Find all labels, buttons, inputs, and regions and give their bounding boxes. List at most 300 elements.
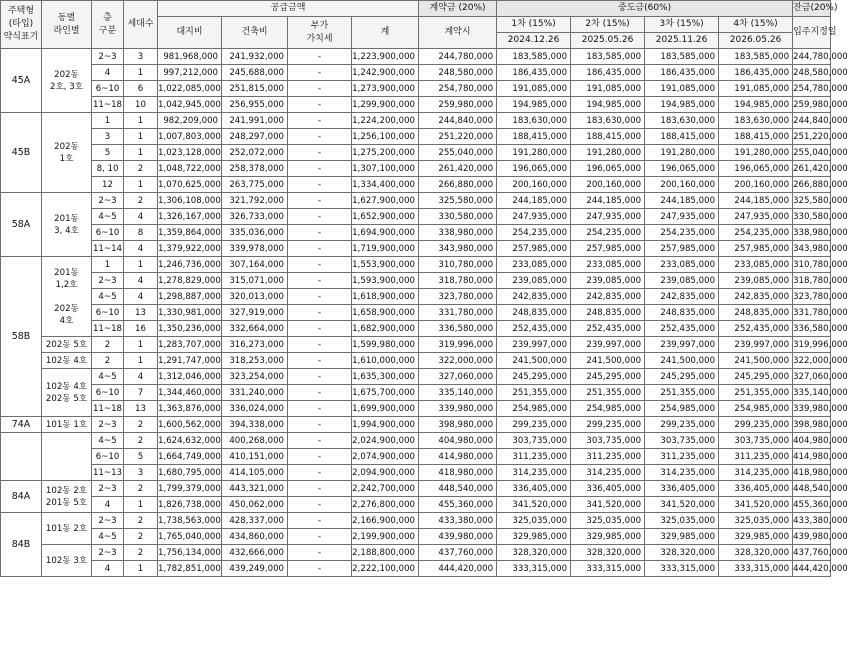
middle-4-cell: 183,630,000 — [719, 113, 793, 129]
middle-3-cell: 251,355,000 — [645, 385, 719, 401]
header-building: 건축비 — [222, 17, 288, 49]
type-cell: 74A — [1, 417, 42, 433]
middle-2-cell: 328,320,000 — [571, 545, 645, 561]
line-cell — [42, 257, 92, 337]
middle-1-cell: 328,320,000 — [497, 545, 571, 561]
units-cell: 7 — [124, 385, 158, 401]
building-price-cell: 339,978,000 — [222, 241, 288, 257]
balance-cell: 255,040,000 — [793, 145, 831, 161]
deposit-cell: 318,780,000 — [419, 273, 497, 289]
units-cell: 13 — [124, 401, 158, 417]
units-cell: 4 — [124, 369, 158, 385]
middle-2-cell: 233,085,000 — [571, 257, 645, 273]
floor-cell: 2~3 — [92, 513, 124, 529]
floor-cell: 11~18 — [92, 401, 124, 417]
middle-2-cell: 325,035,000 — [571, 513, 645, 529]
building-price-cell: 316,273,000 — [222, 337, 288, 353]
middle-2-cell: 245,295,000 — [571, 369, 645, 385]
header-middle-1: 1차 (15%) — [497, 17, 571, 33]
middle-1-cell: 299,235,000 — [497, 417, 571, 433]
balance-cell: 259,980,000 — [793, 97, 831, 113]
line-label: 2호, 3호 — [49, 81, 83, 92]
floor-cell: 4~5 — [92, 209, 124, 225]
line-label: 102동 2호 — [45, 485, 88, 496]
table-row — [1, 449, 831, 465]
land-price-cell: 1,042,945,000 — [158, 97, 222, 113]
building-price-cell: 258,378,000 — [222, 161, 288, 177]
deposit-cell: 331,780,000 — [419, 305, 497, 321]
land-price-cell: 1,070,625,000 — [158, 177, 222, 193]
units-cell: 1 — [124, 65, 158, 81]
middle-3-cell: 329,985,000 — [645, 529, 719, 545]
land-price-cell: 1,799,379,000 — [158, 481, 222, 497]
line-cell — [42, 193, 92, 257]
vat-cell: - — [288, 225, 352, 241]
building-price-cell: 450,062,000 — [222, 497, 288, 513]
floor-cell: 12 — [92, 177, 124, 193]
middle-4-cell: 329,985,000 — [719, 529, 793, 545]
deposit-cell: 266,880,000 — [419, 177, 497, 193]
line-label: 201동 5호 — [45, 497, 88, 508]
middle-2-cell: 254,985,000 — [571, 401, 645, 417]
units-cell: 16 — [124, 321, 158, 337]
land-price-cell: 1,624,632,000 — [158, 433, 222, 449]
middle-3-cell: 257,985,000 — [645, 241, 719, 257]
vat-cell: - — [288, 529, 352, 545]
balance-cell: 448,540,000 — [793, 481, 831, 497]
land-price-cell: 1,738,563,000 — [158, 513, 222, 529]
middle-4-cell: 247,935,000 — [719, 209, 793, 225]
middle-3-cell: 194,985,000 — [645, 97, 719, 113]
building-price-cell: 414,105,000 — [222, 465, 288, 481]
middle-1-cell: 325,035,000 — [497, 513, 571, 529]
deposit-cell: 323,780,000 — [419, 289, 497, 305]
balance-cell: 323,780,000 — [793, 289, 831, 305]
line-cell — [42, 369, 92, 417]
middle-2-cell: 191,085,000 — [571, 81, 645, 97]
middle-3-cell: 248,835,000 — [645, 305, 719, 321]
middle-1-cell: 242,835,000 — [497, 289, 571, 305]
middle-4-cell: 186,435,000 — [719, 65, 793, 81]
balance-cell: 338,980,000 — [793, 225, 831, 241]
balance-cell: 248,580,000 — [793, 65, 831, 81]
table-row — [1, 337, 831, 353]
units-cell: 6 — [124, 81, 158, 97]
building-price-cell: 439,249,000 — [222, 561, 288, 577]
middle-4-cell: 314,235,000 — [719, 465, 793, 481]
vat-cell: - — [288, 545, 352, 561]
deposit-cell: 335,140,000 — [419, 385, 497, 401]
balance-cell: 336,580,000 — [793, 321, 831, 337]
middle-4-cell: 191,280,000 — [719, 145, 793, 161]
vat-cell: - — [288, 209, 352, 225]
line-label: 3, 4호 — [54, 225, 79, 236]
building-price-cell: 336,024,000 — [222, 401, 288, 417]
building-price-cell: 400,268,000 — [222, 433, 288, 449]
deposit-cell: 437,760,000 — [419, 545, 497, 561]
balance-cell: 254,780,000 — [793, 81, 831, 97]
land-price-cell: 1,022,085,000 — [158, 81, 222, 97]
deposit-cell: 338,980,000 — [419, 225, 497, 241]
middle-3-cell: 303,735,000 — [645, 433, 719, 449]
header-middle-3-date: 2025.11.26 — [645, 33, 719, 49]
floor-cell: 4~5 — [92, 289, 124, 305]
line-label: 1호 — [59, 153, 74, 164]
units-cell: 5 — [124, 449, 158, 465]
vat-cell: - — [288, 401, 352, 417]
land-price-cell: 1,680,795,000 — [158, 465, 222, 481]
total-price-cell: 1,275,200,000 — [352, 145, 419, 161]
land-price-cell: 1,600,562,000 — [158, 417, 222, 433]
table-header — [1, 1, 838, 49]
units-cell: 4 — [124, 241, 158, 257]
middle-4-cell: 244,185,000 — [719, 193, 793, 209]
land-price-cell: 1,306,108,000 — [158, 193, 222, 209]
balance-cell: 433,380,000 — [793, 513, 831, 529]
middle-4-cell: 328,320,000 — [719, 545, 793, 561]
header-total: 계 — [352, 17, 419, 49]
middle-1-cell: 200,160,000 — [497, 177, 571, 193]
vat-cell: - — [288, 129, 352, 145]
middle-4-cell: 233,085,000 — [719, 257, 793, 273]
line-label: 201동 — [54, 213, 79, 224]
total-price-cell: 1,694,900,000 — [352, 225, 419, 241]
units-cell: 1 — [124, 257, 158, 273]
balance-cell: 310,780,000 — [793, 257, 831, 273]
header-line: 동별 라인별 — [42, 1, 92, 49]
deposit-cell: 444,420,000 — [419, 561, 497, 577]
line-label: 101동 1호 — [45, 419, 88, 430]
units-cell: 1 — [124, 497, 158, 513]
type-cell: 45B — [1, 113, 42, 193]
deposit-cell: 398,980,000 — [419, 417, 497, 433]
middle-2-cell: 239,997,000 — [571, 337, 645, 353]
middle-4-cell: 239,997,000 — [719, 337, 793, 353]
building-price-cell: 432,666,000 — [222, 545, 288, 561]
line-label: 102동 3호 — [45, 555, 88, 566]
table-row — [1, 97, 831, 113]
middle-1-cell: 188,415,000 — [497, 129, 571, 145]
header-deposit-sub: 계약시 — [419, 17, 497, 49]
middle-1-cell: 252,435,000 — [497, 321, 571, 337]
header-middle-1-date: 2024.12.26 — [497, 33, 571, 49]
middle-4-cell: 299,235,000 — [719, 417, 793, 433]
land-price-cell: 1,048,722,000 — [158, 161, 222, 177]
table-row — [1, 401, 831, 417]
table-row — [1, 177, 831, 193]
table-row — [1, 417, 831, 433]
middle-3-cell: 254,985,000 — [645, 401, 719, 417]
total-price-cell: 2,199,900,000 — [352, 529, 419, 545]
building-price-cell: 256,955,000 — [222, 97, 288, 113]
middle-1-cell: 329,985,000 — [497, 529, 571, 545]
header-deposit: 계약금 (20%) — [419, 1, 497, 17]
middle-3-cell: 239,085,000 — [645, 273, 719, 289]
land-price-cell: 981,968,000 — [158, 49, 222, 65]
middle-4-cell: 254,985,000 — [719, 401, 793, 417]
units-cell: 3 — [124, 465, 158, 481]
land-price-cell: 1,291,747,000 — [158, 353, 222, 369]
building-price-cell: 323,254,000 — [222, 369, 288, 385]
vat-cell: - — [288, 497, 352, 513]
middle-1-cell: 241,500,000 — [497, 353, 571, 369]
middle-2-cell: 200,160,000 — [571, 177, 645, 193]
deposit-cell: 448,540,000 — [419, 481, 497, 497]
middle-4-cell: 254,235,000 — [719, 225, 793, 241]
floor-cell: 2~3 — [92, 481, 124, 497]
table-row — [1, 161, 831, 177]
table-row — [1, 209, 831, 225]
deposit-cell: 319,996,000 — [419, 337, 497, 353]
deposit-cell: 404,980,000 — [419, 433, 497, 449]
middle-3-cell: 186,435,000 — [645, 65, 719, 81]
deposit-cell: 322,000,000 — [419, 353, 497, 369]
middle-3-cell: 247,935,000 — [645, 209, 719, 225]
balance-cell: 335,140,000 — [793, 385, 831, 401]
units-cell: 2 — [124, 417, 158, 433]
middle-4-cell: 239,085,000 — [719, 273, 793, 289]
middle-1-cell: 183,630,000 — [497, 113, 571, 129]
table-row — [1, 289, 831, 305]
line-label: 201동 — [54, 267, 79, 278]
middle-2-cell: 183,630,000 — [571, 113, 645, 129]
middle-1-cell: 336,405,000 — [497, 481, 571, 497]
line-cell — [42, 433, 92, 481]
balance-cell: 343,980,000 — [793, 241, 831, 257]
floor-cell: 11~13 — [92, 465, 124, 481]
balance-cell: 414,980,000 — [793, 449, 831, 465]
units-cell: 8 — [124, 225, 158, 241]
floor-cell: 4~5 — [92, 529, 124, 545]
total-price-cell: 1,635,300,000 — [352, 369, 419, 385]
total-price-cell: 1,334,400,000 — [352, 177, 419, 193]
middle-2-cell: 252,435,000 — [571, 321, 645, 337]
balance-cell: 339,980,000 — [793, 401, 831, 417]
total-price-cell: 2,276,800,000 — [352, 497, 419, 513]
building-price-cell: 428,337,000 — [222, 513, 288, 529]
balance-cell: 325,580,000 — [793, 193, 831, 209]
middle-3-cell: 239,997,000 — [645, 337, 719, 353]
header-middle-4-date: 2026.05.26 — [719, 33, 793, 49]
middle-4-cell: 200,160,000 — [719, 177, 793, 193]
middle-3-cell: 245,295,000 — [645, 369, 719, 385]
land-price-cell: 1,023,128,000 — [158, 145, 222, 161]
table-row — [1, 513, 831, 529]
units-cell: 2 — [124, 433, 158, 449]
floor-cell: 2~3 — [92, 417, 124, 433]
middle-1-cell: 257,985,000 — [497, 241, 571, 257]
table-row — [1, 193, 831, 209]
units-cell: 13 — [124, 305, 158, 321]
vat-cell: - — [288, 305, 352, 321]
header-units: 세대수 — [124, 1, 158, 49]
total-price-cell: 1,994,900,000 — [352, 417, 419, 433]
type-cell: 84B — [1, 513, 42, 577]
middle-3-cell: 311,235,000 — [645, 449, 719, 465]
floor-cell: 8, 10 — [92, 161, 124, 177]
units-cell: 2 — [124, 193, 158, 209]
vat-cell: - — [288, 513, 352, 529]
land-price-cell: 1,379,922,000 — [158, 241, 222, 257]
middle-3-cell: 325,035,000 — [645, 513, 719, 529]
middle-1-cell: 333,315,000 — [497, 561, 571, 577]
table-row — [1, 81, 831, 97]
total-price-cell: 1,610,000,000 — [352, 353, 419, 369]
middle-1-cell: 196,065,000 — [497, 161, 571, 177]
type-cell: 45A — [1, 49, 42, 113]
deposit-cell: 327,060,000 — [419, 369, 497, 385]
middle-3-cell: 333,315,000 — [645, 561, 719, 577]
units-cell: 1 — [124, 561, 158, 577]
middle-2-cell: 299,235,000 — [571, 417, 645, 433]
header-type: 주택형 (타입) 약식표기 — [1, 1, 42, 49]
table-body — [1, 49, 848, 577]
vat-cell: - — [288, 561, 352, 577]
line-label: 202동 5호 — [45, 339, 88, 350]
floor-cell: 11~18 — [92, 321, 124, 337]
table-row — [1, 465, 831, 481]
land-price-cell: 1,363,876,000 — [158, 401, 222, 417]
building-price-cell: 318,253,000 — [222, 353, 288, 369]
middle-2-cell: 241,500,000 — [571, 353, 645, 369]
middle-1-cell: 194,985,000 — [497, 97, 571, 113]
middle-1-cell: 233,085,000 — [497, 257, 571, 273]
vat-cell: - — [288, 321, 352, 337]
middle-4-cell: 303,735,000 — [719, 433, 793, 449]
land-price-cell: 1,350,236,000 — [158, 321, 222, 337]
balance-cell: 319,996,000 — [793, 337, 831, 353]
total-price-cell: 1,699,900,000 — [352, 401, 419, 417]
total-price-cell: 2,166,900,000 — [352, 513, 419, 529]
floor-cell: 6~10 — [92, 385, 124, 401]
building-price-cell: 443,321,000 — [222, 481, 288, 497]
total-price-cell: 1,256,100,000 — [352, 129, 419, 145]
balance-cell: 330,580,000 — [793, 209, 831, 225]
table-row — [1, 353, 831, 369]
middle-2-cell: 244,185,000 — [571, 193, 645, 209]
middle-4-cell: 191,085,000 — [719, 81, 793, 97]
middle-2-cell: 186,435,000 — [571, 65, 645, 81]
total-price-cell: 1,652,900,000 — [352, 209, 419, 225]
floor-cell: 4 — [92, 497, 124, 513]
vat-cell: - — [288, 257, 352, 273]
line-label: 202동 — [54, 69, 79, 80]
table-row — [1, 49, 831, 65]
middle-1-cell: 245,295,000 — [497, 369, 571, 385]
middle-2-cell: 303,735,000 — [571, 433, 645, 449]
deposit-cell: 254,780,000 — [419, 81, 497, 97]
deposit-cell: 261,420,000 — [419, 161, 497, 177]
vat-cell: - — [288, 49, 352, 65]
middle-3-cell: 241,500,000 — [645, 353, 719, 369]
balance-cell: 398,980,000 — [793, 417, 831, 433]
land-price-cell: 1,298,887,000 — [158, 289, 222, 305]
middle-1-cell: 311,235,000 — [497, 449, 571, 465]
middle-2-cell: 183,585,000 — [571, 49, 645, 65]
table-row — [1, 369, 831, 385]
building-price-cell: 245,688,000 — [222, 65, 288, 81]
header-balance-sub: 입주지정일 — [793, 17, 831, 49]
middle-2-cell: 191,280,000 — [571, 145, 645, 161]
land-price-cell: 1,312,046,000 — [158, 369, 222, 385]
vat-cell: - — [288, 65, 352, 81]
floor-cell: 6~10 — [92, 449, 124, 465]
vat-cell: - — [288, 369, 352, 385]
floor-cell: 4 — [92, 65, 124, 81]
table-row — [1, 385, 831, 401]
deposit-cell: 310,780,000 — [419, 257, 497, 273]
vat-cell: - — [288, 113, 352, 129]
middle-4-cell: 183,585,000 — [719, 49, 793, 65]
units-cell: 1 — [124, 145, 158, 161]
total-price-cell: 1,627,900,000 — [352, 193, 419, 209]
vat-cell: - — [288, 465, 352, 481]
middle-2-cell: 341,520,000 — [571, 497, 645, 513]
total-price-cell: 1,224,200,000 — [352, 113, 419, 129]
type-cell — [1, 433, 42, 481]
units-cell: 1 — [124, 177, 158, 193]
middle-1-cell: 303,735,000 — [497, 433, 571, 449]
middle-3-cell: 191,280,000 — [645, 145, 719, 161]
header-middle-2: 2차 (15%) — [571, 17, 645, 33]
balance-cell: 261,420,000 — [793, 161, 831, 177]
deposit-cell: 259,980,000 — [419, 97, 497, 113]
units-cell: 3 — [124, 49, 158, 65]
deposit-cell: 433,380,000 — [419, 513, 497, 529]
middle-1-cell: 191,085,000 — [497, 81, 571, 97]
floor-cell: 3 — [92, 129, 124, 145]
line-label: 1,2호 — [55, 279, 78, 290]
building-price-cell: 326,733,000 — [222, 209, 288, 225]
deposit-cell: 455,360,000 — [419, 497, 497, 513]
deposit-cell: 418,980,000 — [419, 465, 497, 481]
middle-4-cell: 336,405,000 — [719, 481, 793, 497]
floor-cell: 6~10 — [92, 305, 124, 321]
land-price-cell: 1,359,864,000 — [158, 225, 222, 241]
vat-cell: - — [288, 481, 352, 497]
deposit-cell: 330,580,000 — [419, 209, 497, 225]
total-price-cell: 2,094,900,000 — [352, 465, 419, 481]
units-cell: 4 — [124, 273, 158, 289]
header-supply: 공급금액 — [158, 1, 419, 17]
deposit-cell: 325,580,000 — [419, 193, 497, 209]
vat-cell: - — [288, 273, 352, 289]
line-cell — [42, 49, 92, 113]
land-price-cell: 1,330,981,000 — [158, 305, 222, 321]
line-label: 202동 — [54, 141, 79, 152]
vat-cell: - — [288, 177, 352, 193]
table-row — [1, 273, 831, 289]
building-price-cell: 252,072,000 — [222, 145, 288, 161]
table-row — [1, 545, 831, 561]
floor-cell: 1 — [92, 113, 124, 129]
middle-4-cell: 196,065,000 — [719, 161, 793, 177]
deposit-cell: 248,580,000 — [419, 65, 497, 81]
table-row — [1, 65, 831, 81]
vat-cell: - — [288, 449, 352, 465]
table-row — [1, 145, 831, 161]
middle-3-cell: 191,085,000 — [645, 81, 719, 97]
middle-2-cell: 314,235,000 — [571, 465, 645, 481]
land-price-cell: 1,007,803,000 — [158, 129, 222, 145]
middle-2-cell: 311,235,000 — [571, 449, 645, 465]
middle-3-cell: 314,235,000 — [645, 465, 719, 481]
land-price-cell: 1,246,736,000 — [158, 257, 222, 273]
balance-cell: 437,760,000 — [793, 545, 831, 561]
line-label: 101동 2호 — [45, 523, 88, 534]
deposit-cell: 244,840,000 — [419, 113, 497, 129]
table-row — [1, 561, 831, 577]
